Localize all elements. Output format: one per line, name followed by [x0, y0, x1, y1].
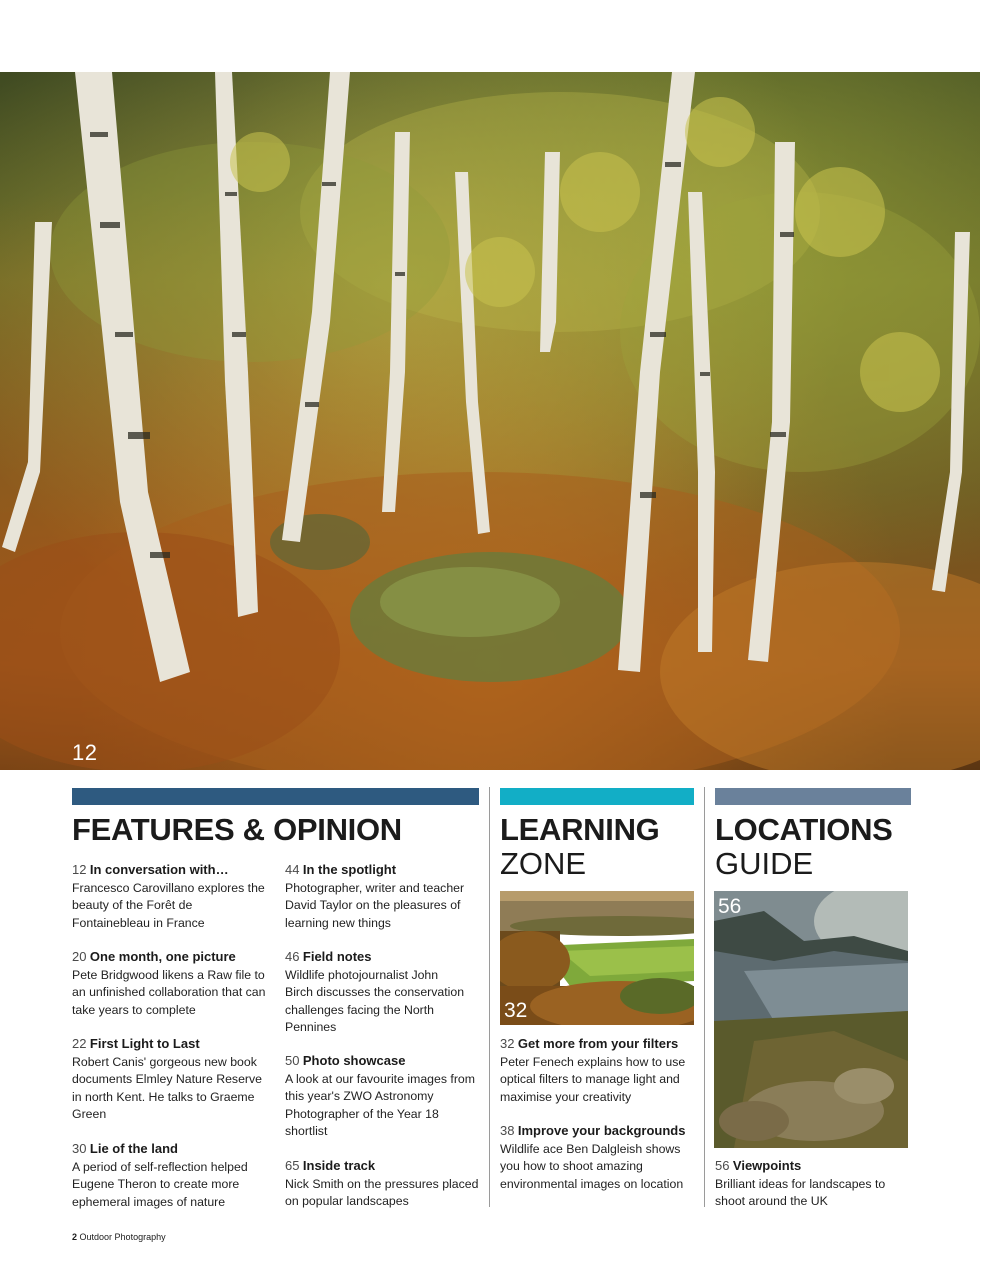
locations-color-bar — [715, 788, 911, 805]
locations-thumbnail-photo[interactable] — [714, 891, 908, 1148]
learning-thumbnail-number: 32 — [504, 999, 528, 1022]
page-footer — [72, 1232, 166, 1242]
column-divider-2 — [704, 787, 705, 1207]
features-entry-20[interactable]: 20 One month, one picture Pete Bridgwood likens a Raw file to an unfinished collaboration that can take years to complete — [72, 949, 266, 1017]
footer-magazine-name: Outdoor Photography — [79, 1232, 166, 1242]
birch-forest-illustration — [0, 72, 980, 770]
features-entry-12[interactable]: 12 In conversation with… Francesco Carovillano explores the beauty of the Forêt de Fontainebleau in France — [72, 862, 265, 930]
features-entry-44[interactable]: 44 In the spotlight Photographer, writer and teacher David Taylor on the pleasures of learning new things — [285, 862, 465, 930]
learning-entry-38[interactable]: 38 Improve your backgrounds Wildlife ace Ben Dalgleish shows you how to shoot amazing environmental images on location — [500, 1123, 686, 1191]
features-entry-46[interactable]: 46 Field notes Wildlife photojournalist John Birch discusses the conservation challenges facing the North Pennines — [285, 949, 465, 1034]
hero-page-number: 12 — [72, 740, 98, 765]
learning-heading: LEARNING ZONE — [500, 812, 660, 881]
learning-thumbnail-photo[interactable] — [500, 891, 694, 1025]
features-entry-50[interactable]: 50 Photo showcase A look at our favourite images from this year's ZWO Astronomy Photographer of the Year 18 shortlist — [285, 1053, 476, 1138]
learning-color-bar — [500, 788, 694, 805]
column-divider-1 — [489, 787, 490, 1207]
features-heading: FEATURES & OPINION — [72, 812, 402, 847]
learning-entry-32[interactable]: 32 Get more from your filters Peter Fenech explains how to use optical filters to manage light and maximise your creativity — [500, 1036, 686, 1104]
footer-page-number: 2 — [72, 1232, 78, 1242]
features-entry-30[interactable]: 30 Lie of the land A period of self-reflection helped Eugene Theron to create more ephemeral images of nature — [72, 1141, 248, 1209]
features-entry-65[interactable]: 65 Inside track Nick Smith on the pressures placed on popular landscapes — [285, 1158, 479, 1208]
hero-photo-birch-forest — [0, 72, 980, 770]
locations-heading: LOCATIONS GUIDE — [715, 812, 893, 881]
features-entry-22[interactable]: 22 First Light to Last Robert Canis' gorgeous new book documents Elmley Nature Reserve in north Kent. He talks to Graeme Green — [72, 1036, 262, 1121]
locations-entry-56[interactable]: 56 Viewpoints Brilliant ideas for landscapes to shoot around the UK — [715, 1158, 886, 1208]
features-color-bar — [72, 788, 479, 805]
locations-thumbnail-number: 56 — [718, 895, 742, 918]
